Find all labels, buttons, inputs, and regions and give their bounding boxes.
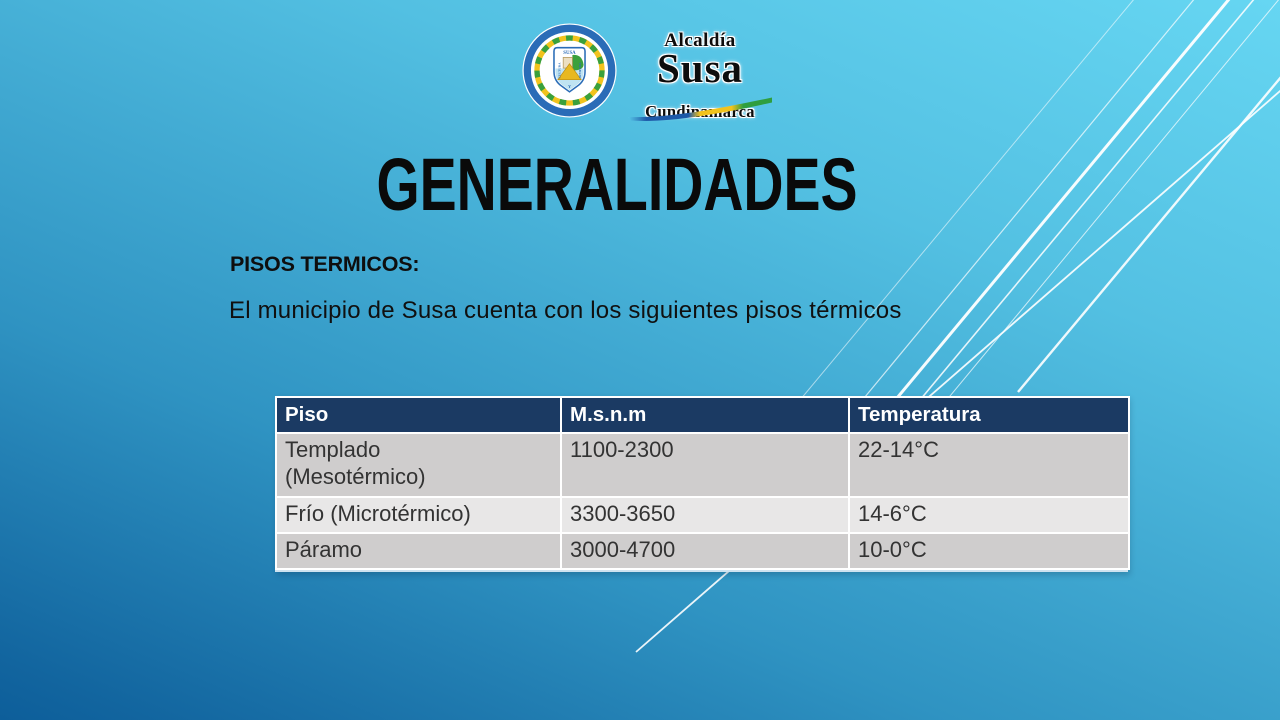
column-header-temperatura: Temperatura <box>849 397 1129 433</box>
cell-msnm: 3000-4700 <box>561 533 849 569</box>
column-header-piso: Piso <box>276 397 561 433</box>
logo-swoosh-icon <box>626 94 774 124</box>
lead-paragraph: El municipio de Susa cuenta con los siguientes pisos térmicos <box>229 297 902 324</box>
emblem-text-bottom: Y <box>568 84 571 89</box>
cell-temperatura: 10-0°C <box>849 533 1129 569</box>
table-row <box>276 433 1129 497</box>
cell-msnm: 1100-2300 <box>561 433 849 497</box>
logo-cundinamarca-label: Cundinamarca <box>645 101 755 121</box>
alcaldia-susa-logo <box>521 22 776 122</box>
section-heading: PISOS TERMICOS: <box>230 252 420 276</box>
logo-alcaldia-label: Alcaldía <box>664 30 736 51</box>
cell-piso <box>276 497 561 533</box>
cell-text: Templado (Mesotérmico) <box>285 437 426 489</box>
emblem-text-top: SUSA <box>563 51 576 57</box>
table-header-row <box>276 397 1129 433</box>
cell-temperatura: 14-6°C <box>849 497 1129 533</box>
susa-municipal-seal-icon <box>521 22 618 119</box>
cell-piso <box>276 533 561 569</box>
cell-piso <box>276 433 561 497</box>
logo-susa-label: Susa <box>656 45 744 91</box>
slide-title: GENERALIDADES <box>376 143 858 226</box>
emblem-text-right: TRABAJO <box>577 62 582 79</box>
table-row <box>276 533 1129 569</box>
column-header-msnm: M.s.n.m <box>561 397 849 433</box>
pisos-termicos-table <box>275 396 1128 572</box>
cell-text: Páramo <box>285 537 363 562</box>
logo-wordmark <box>624 22 776 122</box>
table-row <box>276 497 1129 533</box>
emblem-text-left: CULTURA <box>557 62 562 79</box>
cell-msnm: 3300-3650 <box>561 497 849 533</box>
cell-text: Frío (Microtérmico) <box>285 501 471 526</box>
cell-temperatura: 22-14°C <box>849 433 1129 497</box>
